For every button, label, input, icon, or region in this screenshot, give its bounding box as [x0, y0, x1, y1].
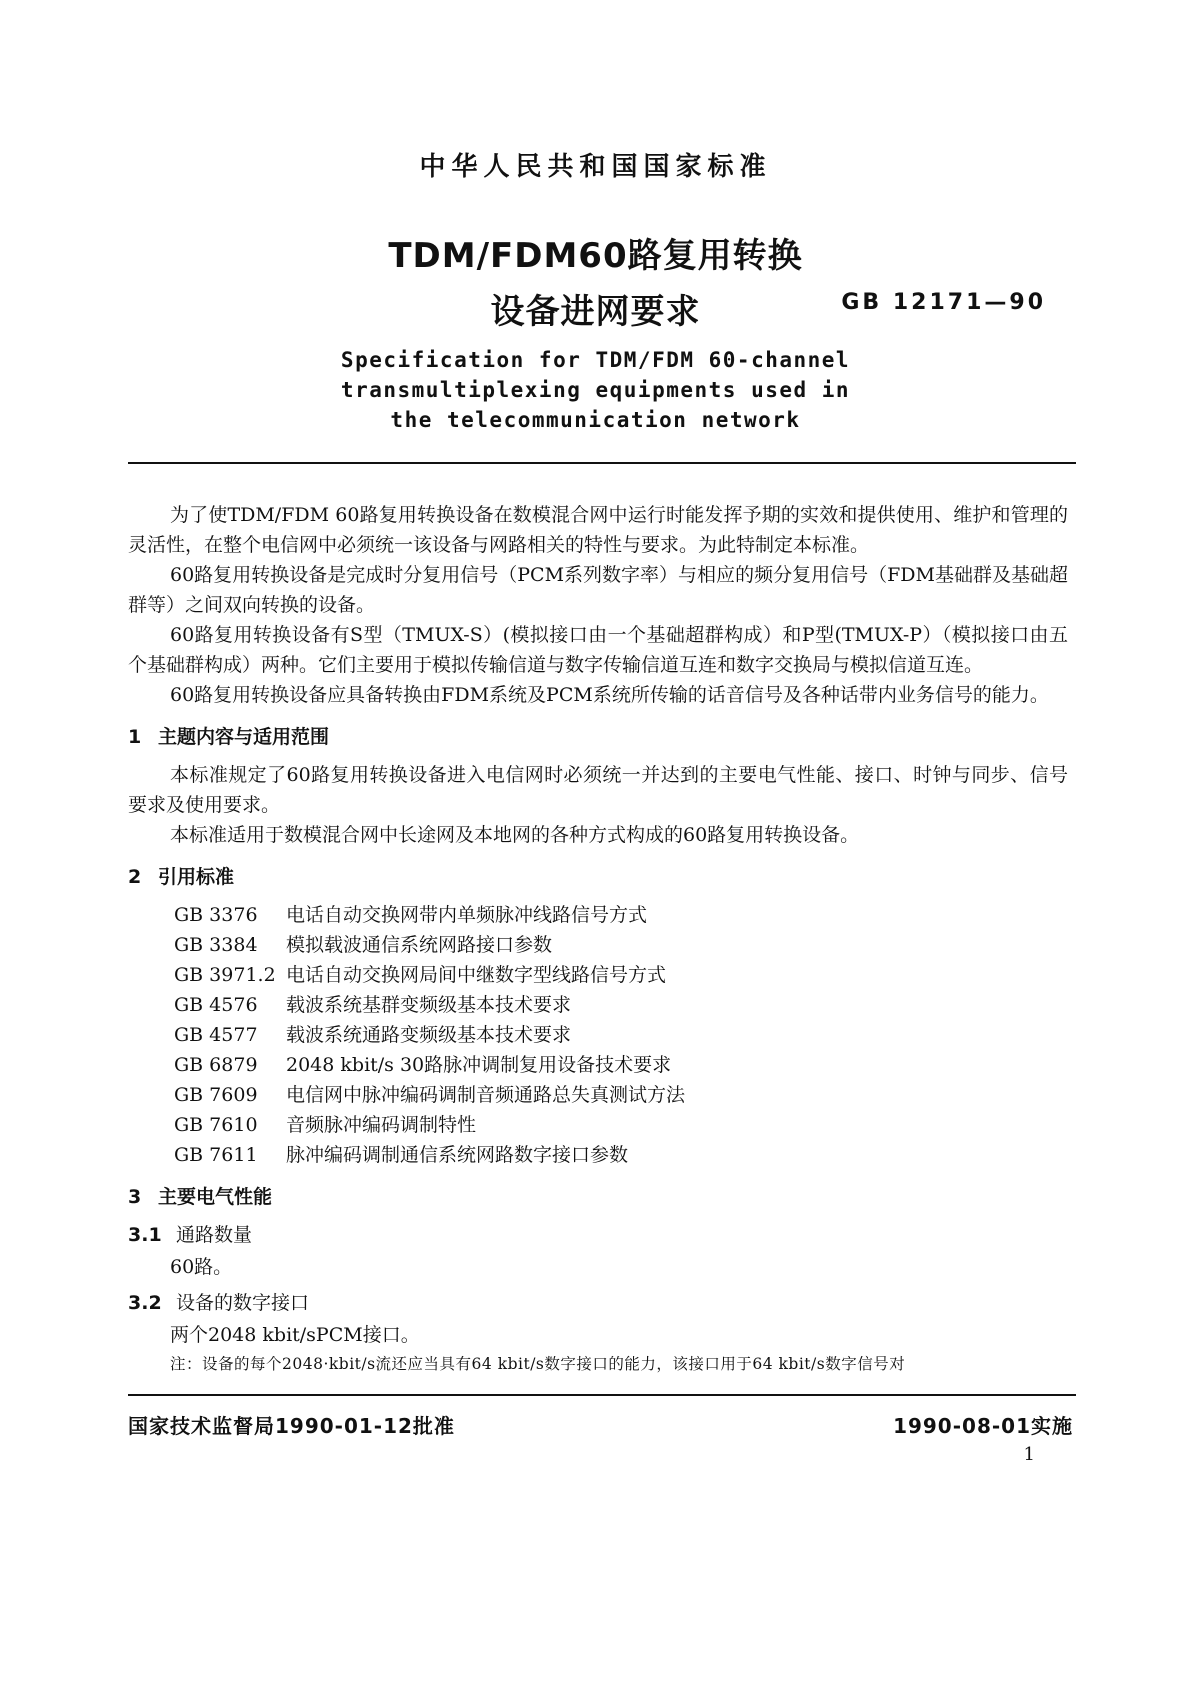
reference-title: 电话自动交换网局间中继数字型线路信号方式 — [286, 964, 667, 986]
reference-code: GB 3384 — [174, 934, 258, 956]
reference-item — [174, 960, 1068, 990]
reference-code: GB 7611 — [174, 1144, 258, 1166]
reference-item — [174, 900, 1068, 930]
reference-code: GB 3971.2 — [174, 964, 276, 986]
intro-paragraph: 60路复用转换设备是完成时分复用信号（PCM系列数字率）与相应的频分复用信号（FDM基础群及基础超群等）之间双向转换的设备。 — [128, 564, 1068, 616]
note-text: 注：设备的每个2048·kbit/s流还应当具有64 kbit/s数字接口的能力，该接口用于64 kbit/s数字信号对 — [170, 1355, 906, 1373]
reference-code: GB 7610 — [174, 1114, 258, 1136]
document-body — [128, 500, 1068, 1378]
subsection-heading-3-2 — [128, 1288, 1068, 1318]
reference-code: GB 6879 — [174, 1054, 258, 1076]
reference-title: 2048 kbit/s 30路脉冲调制复用设备技术要求 — [286, 1054, 672, 1076]
reference-title: 模拟载波通信系统网路接口参数 — [286, 934, 553, 956]
reference-title: 载波系统基群变频级基本技术要求 — [286, 994, 572, 1016]
reference-item — [174, 990, 1068, 1020]
reference-code: GB 3376 — [174, 904, 258, 926]
reference-item — [174, 1110, 1068, 1140]
page-number: 1 — [1023, 1444, 1035, 1465]
subsection-title: 通路数量 — [176, 1224, 253, 1246]
intro-paragraph: 60路复用转换设备应具备转换由FDM系统及PCM系统所传输的话音信号及各种话带内业务信号的能力。 — [170, 684, 1049, 706]
reference-item — [174, 1050, 1068, 1080]
subsection-number: 3.1 — [128, 1224, 162, 1246]
english-title-line-1: Specification for TDM/FDM 60-channel — [340, 348, 851, 372]
english-title-line-2: transmultiplexing equipments used in — [340, 378, 851, 402]
subsection-value: 两个2048 kbit/sPCM接口。 — [170, 1324, 420, 1346]
subsection-heading-3-1 — [128, 1220, 1068, 1250]
intro-paragraph: 为了使TDM/FDM 60路复用转换设备在数模混合网中运行时能发挥予期的实效和提供使用、维护和管理的灵活性，在整个电信网中必须统一该设备与网路相关的特性与要求。为此特制定本标准。 — [128, 504, 1068, 556]
section-number: 1 — [128, 726, 142, 748]
subsection-title: 设备的数字接口 — [176, 1292, 310, 1314]
reference-item — [174, 1080, 1068, 1110]
reference-title: 电话自动交换网带内单频脉冲线路信号方式 — [286, 904, 648, 926]
section-paragraph: 本标准适用于数模混合网中长途网及本地网的各种方式构成的60路复用转换设备。 — [170, 824, 860, 846]
section-title: 主题内容与适用范围 — [158, 726, 330, 748]
reference-code: GB 4576 — [174, 994, 258, 1016]
subsection-value: 60路。 — [170, 1256, 233, 1278]
section-number: 2 — [128, 866, 142, 888]
header-divider — [128, 462, 1076, 464]
section-title: 引用标准 — [158, 866, 235, 888]
effective-date: 1990-08-01实施 — [893, 1414, 1073, 1438]
reference-title: 音频脉冲编码调制特性 — [286, 1114, 477, 1136]
section-heading-2 — [128, 862, 1068, 892]
reference-title: 载波系统通路变频级基本技术要求 — [286, 1024, 572, 1046]
issuing-authority: 中华人民共和国国家标准 — [419, 152, 772, 182]
section-heading-1 — [128, 722, 1068, 752]
reference-item — [174, 1140, 1068, 1170]
section-number: 3 — [128, 1186, 142, 1208]
document-title-line-1: TDM/FDM60路复用转换 — [388, 236, 803, 276]
reference-list — [174, 900, 1068, 1170]
reference-item — [174, 1020, 1068, 1050]
document-title-line-2: 设备进网要求 — [490, 292, 701, 332]
subsection-number: 3.2 — [128, 1292, 162, 1314]
section-paragraph: 本标准规定了60路复用转换设备进入电信网时必须统一并达到的主要电气性能、接口、时钟与同步、信号要求及使用要求。 — [128, 764, 1068, 816]
reference-code: GB 7609 — [174, 1084, 258, 1106]
section-heading-3 — [128, 1182, 1068, 1212]
intro-paragraph: 60路复用转换设备有S型（TMUX-S）(模拟接口由一个基础超群构成）和P型(TMUX-P）（模拟接口由五个基础群构成）两种。它们主要用于模拟传输信道与数字传输信道互连和数字交换局与模拟信道互连。 — [128, 624, 1068, 676]
reference-code: GB 4577 — [174, 1024, 258, 1046]
section-title: 主要电气性能 — [158, 1186, 273, 1208]
footer-divider — [128, 1394, 1076, 1396]
english-title-line-3: the telecommunication network — [390, 408, 801, 432]
standard-number: GB 12171—90 — [841, 290, 1046, 315]
reference-item — [174, 930, 1068, 960]
approval-date: 国家技术监督局1990-01-12批准 — [128, 1414, 455, 1438]
reference-title: 脉冲编码调制通信系统网路数字接口参数 — [286, 1144, 629, 1166]
reference-title: 电信网中脉冲编码调制音频通路总失真测试方法 — [286, 1084, 686, 1106]
